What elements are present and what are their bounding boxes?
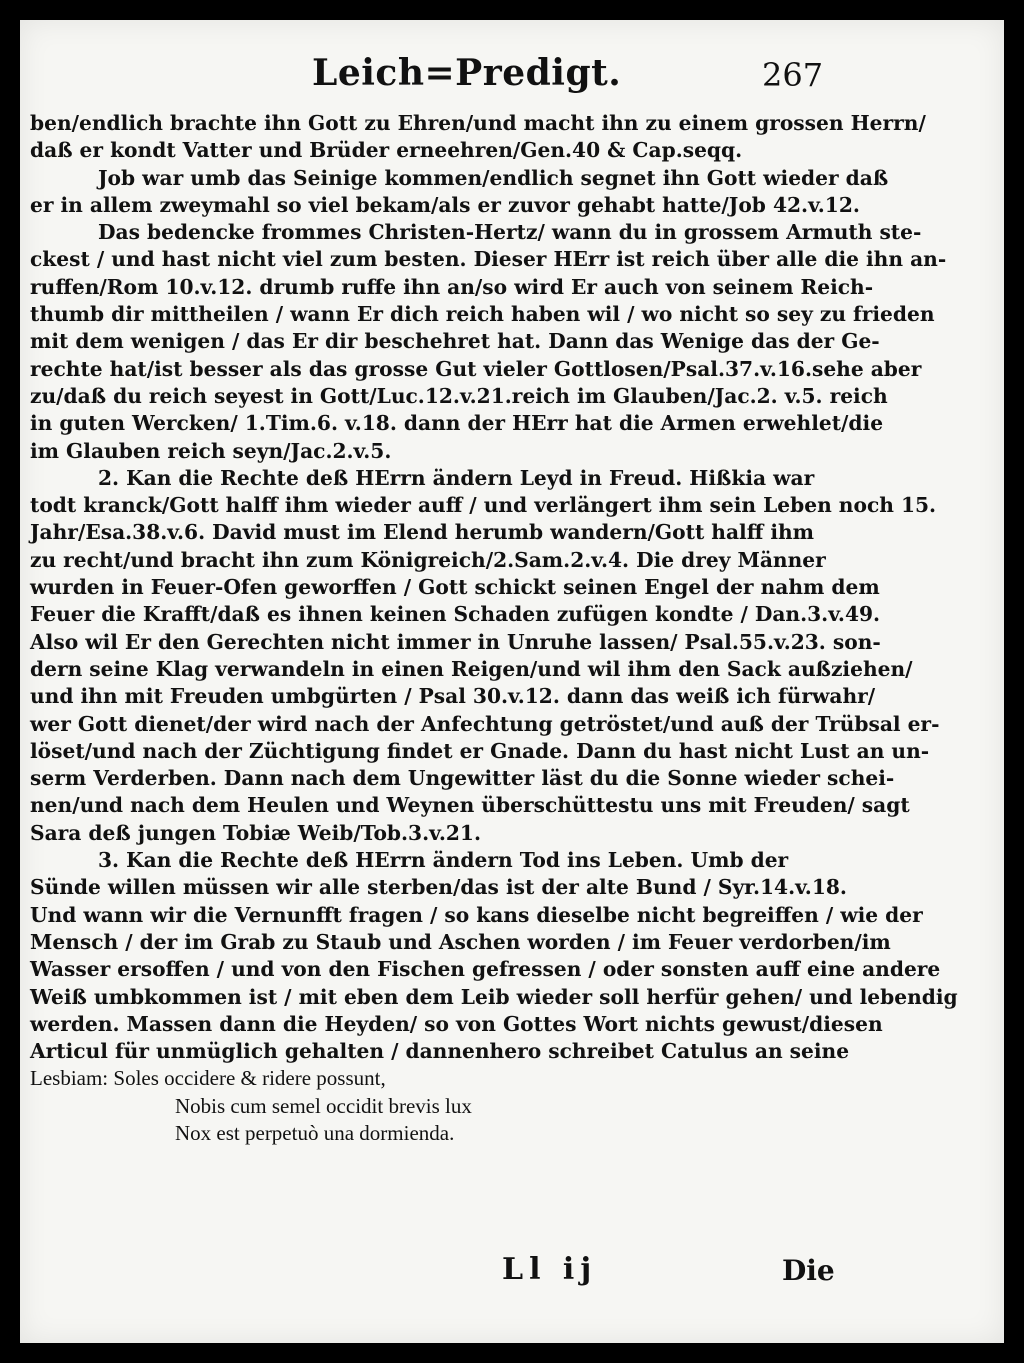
text-line: wurden in Feuer-Ofen geworffen / Gott schickt seinen Engel der nahm dem <box>30 575 880 600</box>
text-line: ruffen/Rom 10.v.12. drumb ruffe ihn an/so wird Er auch von seinem Reich- <box>30 274 874 299</box>
paragraph-start-line: Das bedencke frommes Christen-Hertz/ wann du in grossem Armuth ste- <box>98 220 922 245</box>
text-line: er in allem zweymahl so viel bekam/als er zuvor gehabt hatte/Job 42.v.12. <box>30 192 860 217</box>
running-title: Leich=Predigt. <box>312 52 622 94</box>
text-line: Und wann wir die Vernunfft fragen / so kans dieselbe nicht begreiffen / wie der <box>30 902 923 927</box>
text-line: dern seine Klag verwandeln in einen Reigen/und wil ihm den Sack außziehen/ <box>30 656 913 681</box>
sermon-text <box>30 110 958 1147</box>
text-line: und ihn mit Freuden umbgürten / Psal 30.v.12. dann das weiß ich fürwahr/ <box>30 684 876 709</box>
verse-line: Nox est perpetuò una dormienda. <box>175 1120 455 1145</box>
text-line: Mensch / der im Grab zu Staub und Aschen worden / im Feuer verdorben/im <box>30 929 891 954</box>
text-line: Weiß umbkommen ist / mit eben dem Leib wieder soll herfür gehen/ und lebendig <box>30 984 958 1009</box>
text-line: serm Verderben. Dann nach dem Ungewitter läst du die Sonne wieder schei- <box>30 766 895 791</box>
text-line: thumb dir mittheilen / wann Er dich reich haben wil / wo nicht so sey zu frieden <box>30 302 935 327</box>
verse-line: Nobis cum semel occidit brevis lux <box>175 1093 472 1118</box>
signature-mark: Ll ij <box>502 1252 598 1287</box>
text-line: Also wil Er den Gerechten nicht immer in Unruhe lassen/ Psal.55.v.23. son- <box>30 629 881 654</box>
text-line: Sünde willen müssen wir alle sterben/das ist der alte Bund / Syr.14.v.18. <box>30 875 847 900</box>
text-line: rechte hat/ist besser als das grosse Gut vieler Gottlosen/Psal.37.v.16.sehe aber <box>30 356 922 381</box>
text-line: Jahr/Esa.38.v.6. David must im Elend herumb wandern/Gott halff ihm <box>30 520 815 545</box>
text-line: zu/daß du reich seyest in Gott/Luc.12.v.21.reich im Glauben/Jac.2. v.5. reich <box>30 383 888 408</box>
text-line: Articul für unmüglich gehalten / dannenhero schreibet Catulus an seine <box>30 1039 850 1064</box>
text-line: im Glauben reich seyn/Jac.2.v.5. <box>30 438 392 463</box>
text-line: Sara deß jungen Tobiæ Weib/Tob.3.v.21. <box>30 820 481 845</box>
text-line: ckest / und hast nicht viel zum besten. Dieser HErr ist reich über alle die ihn an- <box>30 247 947 272</box>
text-line: nen/und nach dem Heulen und Weynen überschüttestu uns mit Freuden/ sagt <box>30 793 910 818</box>
text-line: in guten Wercken/ 1.Tim.6. v.18. dann der HErr hat die Armen erwehlet/die <box>30 411 884 436</box>
text-line: wer Gott dienet/der wird nach der Anfechtung getröstet/und auß der Trübsal er- <box>30 711 940 736</box>
page-number: 267 <box>762 56 824 94</box>
paragraph-start-line: Job war umb das Seinige kommen/endlich segnet ihn Gott wieder daß <box>98 165 889 190</box>
text-line: zu recht/und bracht ihn zum Königreich/2.Sam.2.v.4. Die drey Männer <box>30 547 826 572</box>
text-line: mit dem wenigen / das Er dir beschehret hat. Dann das Wenige das der Ge- <box>30 329 880 354</box>
text-line: todt kranck/Gott halff ihm wieder auff / und verlängert ihm sein Leben noch 15. <box>30 493 937 518</box>
text-line: daß er kondt Vatter und Brüder erneehren/Gen.40 & Cap.seqq. <box>30 138 743 163</box>
section-heading-line: 2. Kan die Rechte deß HErrn ändern Leyd in Freud. Hißkia war <box>98 465 815 490</box>
catchword: Die <box>782 1254 835 1287</box>
text-line: werden. Massen dann die Heyden/ so von Gottes Wort nichts gewust/diesen <box>30 1011 883 1036</box>
section-heading-line: 3. Kan die Rechte deß HErrn ändern Tod ins Leben. Umb der <box>98 848 789 873</box>
latin-line: Lesbiam: Soles occidere & ridere possunt, <box>30 1066 386 1091</box>
text-line: Wasser ersoffen / und von den Fischen gefressen / oder sonsten auff eine andere <box>30 957 941 982</box>
text-line: löset/und nach der Züchtigung findet er Gnade. Dann du hast nicht Lust an un- <box>30 738 930 763</box>
book-page <box>20 20 1004 1343</box>
text-line: ben/endlich brachte ihn Gott zu Ehren/und macht ihn zu einem grossen Herrn/ <box>30 111 926 135</box>
page-header <box>20 52 1004 112</box>
page-footer <box>20 1252 1004 1292</box>
text-line: Feuer die Krafft/daß es ihnen keinen Schaden zufügen kondte / Dan.3.v.49. <box>30 602 881 627</box>
